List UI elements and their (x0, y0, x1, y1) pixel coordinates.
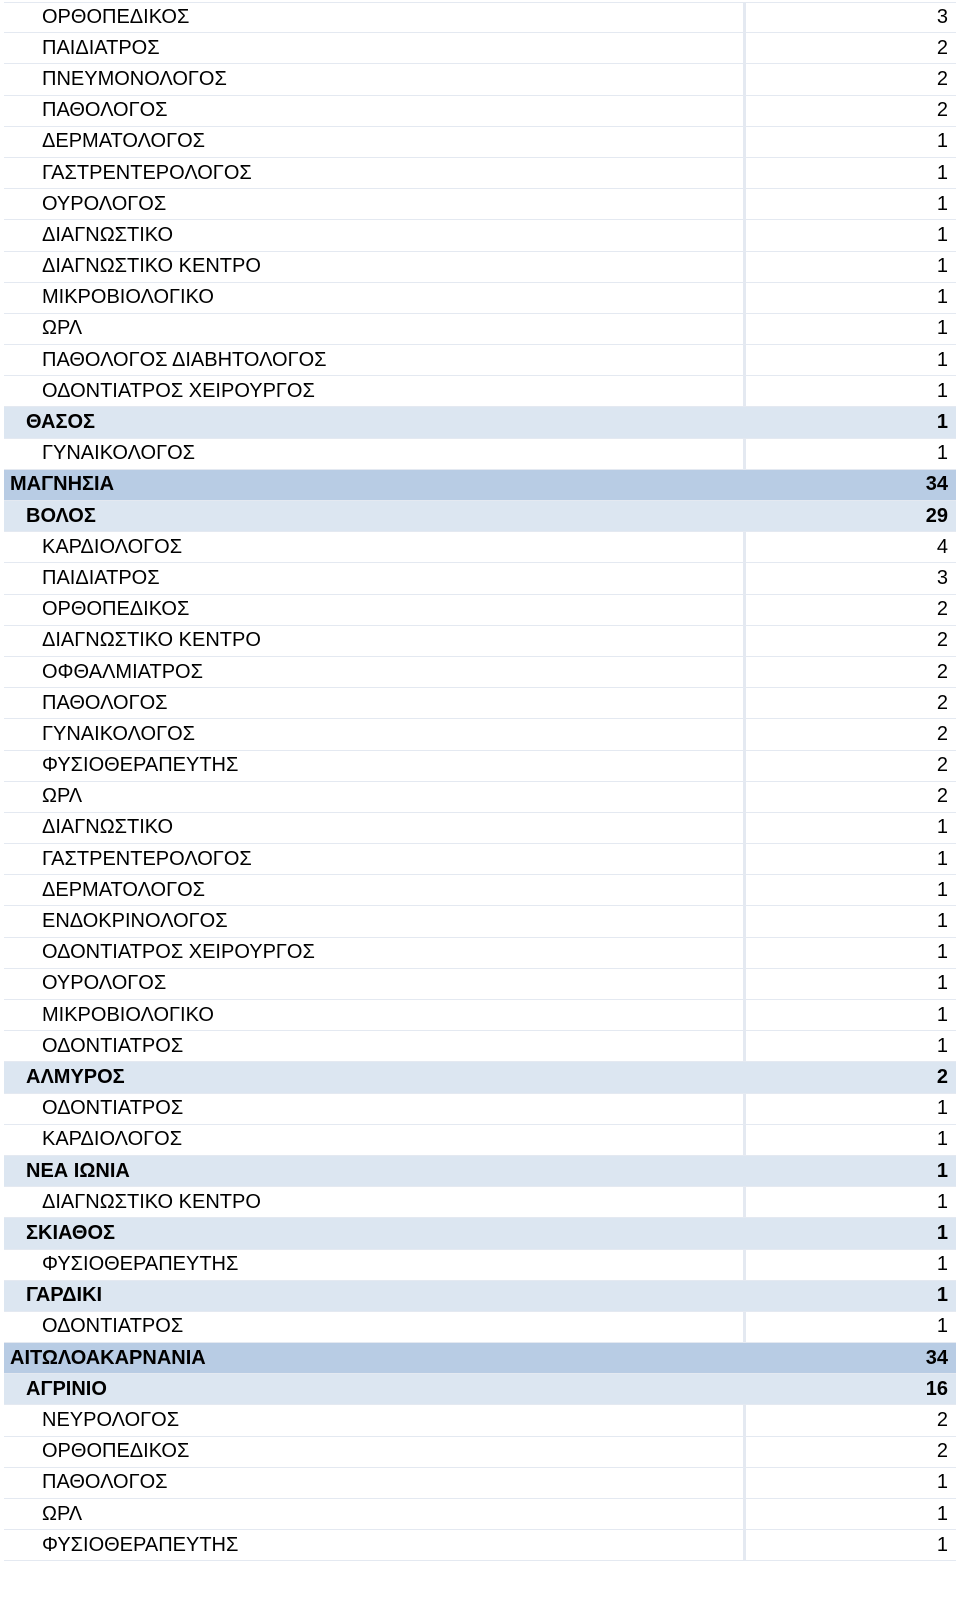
row-count: 2 (936, 67, 948, 90)
row-label: ΟΥΡΟΛΟΓΟΣ (4, 189, 746, 219)
row-count: 3 (936, 6, 948, 29)
specialty-row (4, 345, 956, 376)
row-label: ΟΡΘΟΠΕΔΙΚΟΣ (4, 3, 746, 32)
row-count: 2 (936, 99, 948, 122)
row-label: ΔΙΑΓΝΩΣΤΙΚΟ (4, 813, 746, 843)
row-label: ΑΓΡΙΝΙΟ (4, 1374, 746, 1404)
row-label: ΩΡΛ (4, 782, 746, 812)
specialty-row (4, 314, 956, 345)
city-row (4, 501, 956, 532)
specialty-row (4, 532, 956, 563)
row-label: ΦΥΣΙΟΘΕΡΑΠΕΥΤΗΣ (4, 1530, 746, 1560)
row-count: 1 (936, 1097, 948, 1120)
row-label: ΓΥΝΑΙΚΟΛΟΓΟΣ (4, 719, 746, 749)
row-label: ΠΑΙΔΙΑΤΡΟΣ (4, 563, 746, 593)
row-label: ΔΙΑΓΝΩΣΤΙΚΟ ΚΕΝΤΡΟ (4, 1187, 746, 1217)
specialty-row (4, 1437, 956, 1468)
row-count: 1 (936, 1003, 948, 1026)
row-count: 29 (925, 504, 948, 527)
row-count: 2 (936, 598, 948, 621)
specialty-row (4, 751, 956, 782)
row-count: 1 (936, 816, 948, 839)
row-count: 2 (936, 36, 948, 59)
row-count: 2 (936, 691, 948, 714)
row-label: ΚΑΡΔΙΟΛΟΓΟΣ (4, 1125, 746, 1155)
specialty-row (4, 626, 956, 657)
specialty-row (4, 64, 956, 95)
row-count: 34 (925, 1346, 948, 1369)
row-label: ΜΙΚΡΟΒΙΟΛΟΓΙΚΟ (4, 1000, 746, 1030)
specialty-row (4, 1250, 956, 1281)
row-label: ΕΝΔΟΚΡΙΝΟΛΟΓΟΣ (4, 906, 746, 936)
row-count: 2 (936, 1409, 948, 1432)
row-label: ΟΔΟΝΤΙΑΤΡΟΣ (4, 1312, 746, 1342)
row-count: 1 (936, 878, 948, 901)
specialty-row (4, 283, 956, 314)
city-row (4, 407, 956, 438)
row-label: ΜΙΚΡΟΒΙΟΛΟΓΙΚΟ (4, 283, 746, 313)
row-count: 1 (936, 847, 948, 870)
specialty-row (4, 782, 956, 813)
row-label: ΦΥΣΙΟΘΕΡΑΠΕΥΤΗΣ (4, 751, 746, 781)
row-count: 1 (936, 1034, 948, 1057)
row-count: 2 (936, 1440, 948, 1463)
city-row (4, 1156, 956, 1187)
row-label: ΑΙΤΩΛΟΑΚΑΡΝΑΝΙΑ (4, 1343, 746, 1373)
row-count: 16 (925, 1377, 948, 1400)
row-label: ΟΔΟΝΤΙΑΤΡΟΣ ΧΕΙΡΟΥΡΓΟΣ (4, 376, 746, 406)
row-label: ΟΔΟΝΤΙΑΤΡΟΣ (4, 1031, 746, 1061)
row-count: 1 (936, 1502, 948, 1525)
row-label: ΟΔΟΝΤΙΑΤΡΟΣ ΧΕΙΡΟΥΡΓΟΣ (4, 938, 746, 968)
row-label: ΟΦΘΑΛΜΙΑΤΡΟΣ (4, 657, 746, 687)
region-row (4, 1343, 956, 1374)
row-count: 1 (936, 192, 948, 215)
specialty-row (4, 33, 956, 64)
row-count: 2 (936, 754, 948, 777)
specialty-row (4, 1031, 956, 1062)
city-row (4, 1218, 956, 1249)
row-label: ΩΡΛ (4, 1499, 746, 1529)
specialty-row (4, 1000, 956, 1031)
row-count: 1 (936, 130, 948, 153)
row-count: 2 (936, 785, 948, 808)
row-label: ΠΑΙΔΙΑΤΡΟΣ (4, 33, 746, 63)
row-label: ΔΕΡΜΑΤΟΛΟΓΟΣ (4, 127, 746, 157)
row-count: 1 (936, 255, 948, 278)
row-label: ΔΕΡΜΑΤΟΛΟΓΟΣ (4, 875, 746, 905)
row-label: ΠΑΘΟΛΟΓΟΣ (4, 96, 746, 126)
specialty-row (4, 1405, 956, 1436)
row-label: ΔΙΑΓΝΩΣΤΙΚΟ (4, 220, 746, 250)
specialty-row (4, 595, 956, 626)
row-count: 1 (936, 317, 948, 340)
row-label: ΓΑΣΤΡΕΝΤΕΡΟΛΟΓΟΣ (4, 158, 746, 188)
row-count: 34 (925, 473, 948, 496)
row-count: 1 (936, 1159, 948, 1182)
row-count: 1 (936, 1533, 948, 1556)
row-count: 1 (936, 972, 948, 995)
row-label: ΓΥΝΑΙΚΟΛΟΓΟΣ (4, 439, 746, 469)
specialty-row (4, 1468, 956, 1499)
specialty-row (4, 969, 956, 1000)
row-count: 1 (936, 1221, 948, 1244)
row-label: ΟΡΘΟΠΕΔΙΚΟΣ (4, 1437, 746, 1467)
row-label: ΠΑΘΟΛΟΓΟΣ (4, 688, 746, 718)
row-count: 1 (936, 348, 948, 371)
row-label: ΓΑΣΤΡΕΝΤΕΡΟΛΟΓΟΣ (4, 844, 746, 874)
row-label: ΝΕΥΡΟΛΟΓΟΣ (4, 1405, 746, 1435)
row-count: 1 (936, 941, 948, 964)
specialty-row (4, 1125, 956, 1156)
specialty-row (4, 127, 956, 158)
specialty-row (4, 938, 956, 969)
row-label: ΟΔΟΝΤΙΑΤΡΟΣ (4, 1094, 746, 1124)
row-count: 1 (936, 411, 948, 434)
row-count: 1 (936, 1190, 948, 1213)
row-label: ΟΥΡΟΛΟΓΟΣ (4, 969, 746, 999)
specialty-row (4, 563, 956, 594)
row-count: 1 (936, 1253, 948, 1276)
row-label: ΑΛΜΥΡΟΣ (4, 1062, 746, 1092)
row-label: ΓΑΡΔΙΚΙ (4, 1281, 746, 1311)
specialty-row (4, 1312, 956, 1343)
row-label: ΝΕΑ ΙΩΝΙΑ (4, 1156, 746, 1186)
row-label: ΟΡΘΟΠΕΔΙΚΟΣ (4, 595, 746, 625)
row-count: 2 (936, 629, 948, 652)
row-count: 2 (936, 660, 948, 683)
row-label: ΠΝΕΥΜΟΝΟΛΟΓΟΣ (4, 64, 746, 94)
row-label: ΔΙΑΓΝΩΣΤΙΚΟ ΚΕΝΤΡΟ (4, 252, 746, 282)
row-label: ΣΚΙΑΘΟΣ (4, 1218, 746, 1248)
specialty-row (4, 688, 956, 719)
row-count: 1 (936, 1315, 948, 1338)
city-row (4, 1062, 956, 1093)
specialty-row (4, 1530, 956, 1561)
specialty-row (4, 813, 956, 844)
specialty-row (4, 96, 956, 127)
row-count: 1 (936, 1128, 948, 1151)
row-count: 1 (936, 1284, 948, 1307)
specialty-row (4, 2, 956, 33)
row-count: 1 (936, 223, 948, 246)
specialty-row (4, 719, 956, 750)
row-count: 2 (936, 1065, 948, 1088)
specialty-row (4, 189, 956, 220)
row-label: ΠΑΘΟΛΟΓΟΣ ΔΙΑΒΗΤΟΛΟΓΟΣ (4, 345, 746, 375)
city-row (4, 1374, 956, 1405)
row-count: 1 (936, 1471, 948, 1494)
specialty-row (4, 906, 956, 937)
row-count: 1 (936, 442, 948, 465)
city-row (4, 1281, 956, 1312)
row-label: ΦΥΣΙΟΘΕΡΑΠΕΥΤΗΣ (4, 1250, 746, 1280)
specialty-row (4, 1187, 956, 1218)
specialty-row (4, 1499, 956, 1530)
row-count: 1 (936, 286, 948, 309)
pivot-table (4, 2, 956, 1561)
row-label: ΔΙΑΓΝΩΣΤΙΚΟ ΚΕΝΤΡΟ (4, 626, 746, 656)
specialty-row (4, 1094, 956, 1125)
row-label: ΚΑΡΔΙΟΛΟΓΟΣ (4, 532, 746, 562)
row-label: ΜΑΓΝΗΣΙΑ (4, 470, 746, 500)
row-count: 3 (936, 566, 948, 589)
row-count: 2 (936, 722, 948, 745)
specialty-row (4, 158, 956, 189)
row-label: ΩΡΛ (4, 314, 746, 344)
row-label: ΒΟΛΟΣ (4, 501, 746, 531)
specialty-row (4, 657, 956, 688)
row-count: 1 (936, 161, 948, 184)
row-label: ΠΑΘΟΛΟΓΟΣ (4, 1468, 746, 1498)
row-label: ΘΑΣΟΣ (4, 407, 746, 437)
specialty-row (4, 220, 956, 251)
row-count: 1 (936, 379, 948, 402)
row-count: 4 (936, 535, 948, 558)
region-row (4, 470, 956, 501)
specialty-row (4, 844, 956, 875)
specialty-row (4, 376, 956, 407)
specialty-row (4, 439, 956, 470)
specialty-row (4, 252, 956, 283)
row-count: 1 (936, 910, 948, 933)
specialty-row (4, 875, 956, 906)
